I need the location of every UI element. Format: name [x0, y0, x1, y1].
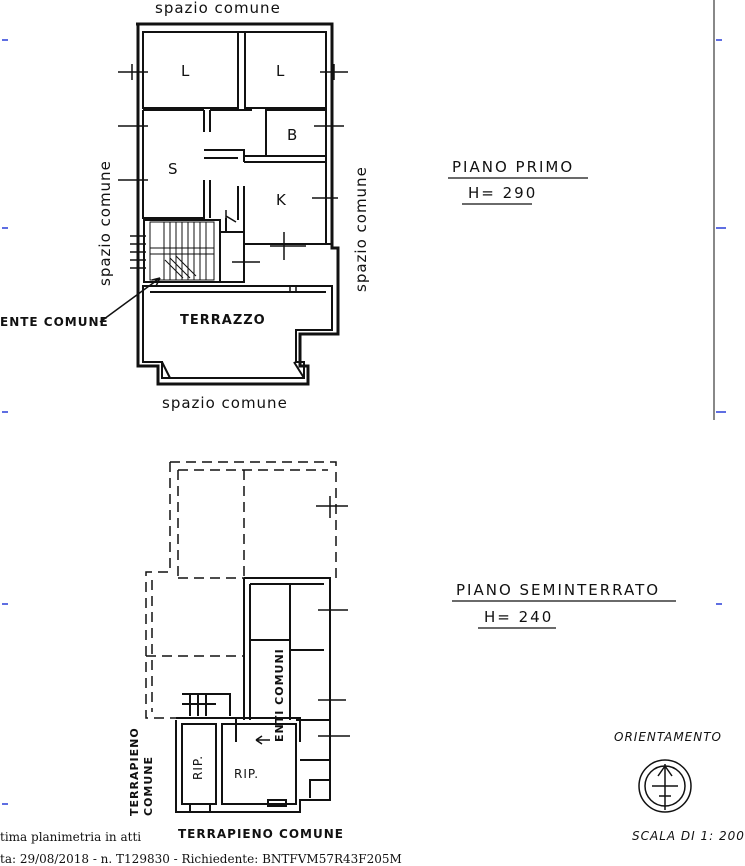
room-s: S — [168, 160, 178, 178]
room-l-left: L — [181, 62, 190, 80]
scala-label: SCALA DI 1: 200 — [632, 829, 745, 843]
piano-seminterrato-title: PIANO SEMINTERRATO — [456, 581, 661, 599]
enti-comuni-label: ENTI COMUNI — [273, 648, 286, 742]
terrapieno-comune-bottom-label: TERRAPIENO COMUNE — [178, 827, 344, 841]
rip-label-2: RIP. — [234, 767, 260, 781]
footer-line-2: ta: 29/08/2018 - n. T129830 - Richiedente: BNTFVM57R43F205M — [0, 852, 402, 866]
ente-comune-label: ENTE COMUNE — [0, 315, 109, 329]
spazio-comune-right-label: spazio comune — [352, 166, 370, 292]
spazio-comune-left-label: spazio comune — [96, 160, 114, 286]
room-terrazzo: TERRAZZO — [180, 313, 266, 328]
piano-seminterrato-height: H= 240 — [484, 608, 554, 626]
piano-primo-title: PIANO PRIMO — [452, 158, 575, 176]
spazio-comune-bottom-label: spazio comune — [162, 394, 288, 412]
piano-primo-height: H= 290 — [468, 184, 538, 202]
terrapieno-comune-left-label: TERRAPIENO COMUNE — [128, 727, 155, 816]
footer-line-1: tima planimetria in atti — [0, 830, 142, 844]
room-l-right: L — [276, 62, 285, 80]
orientamento-label: ORIENTAMENTO — [614, 730, 723, 744]
rip-label-1: RIP. — [191, 754, 205, 780]
room-b: B — [287, 126, 298, 144]
room-k: K — [276, 191, 286, 209]
spazio-comune-top-label: spazio comune — [155, 0, 281, 17]
